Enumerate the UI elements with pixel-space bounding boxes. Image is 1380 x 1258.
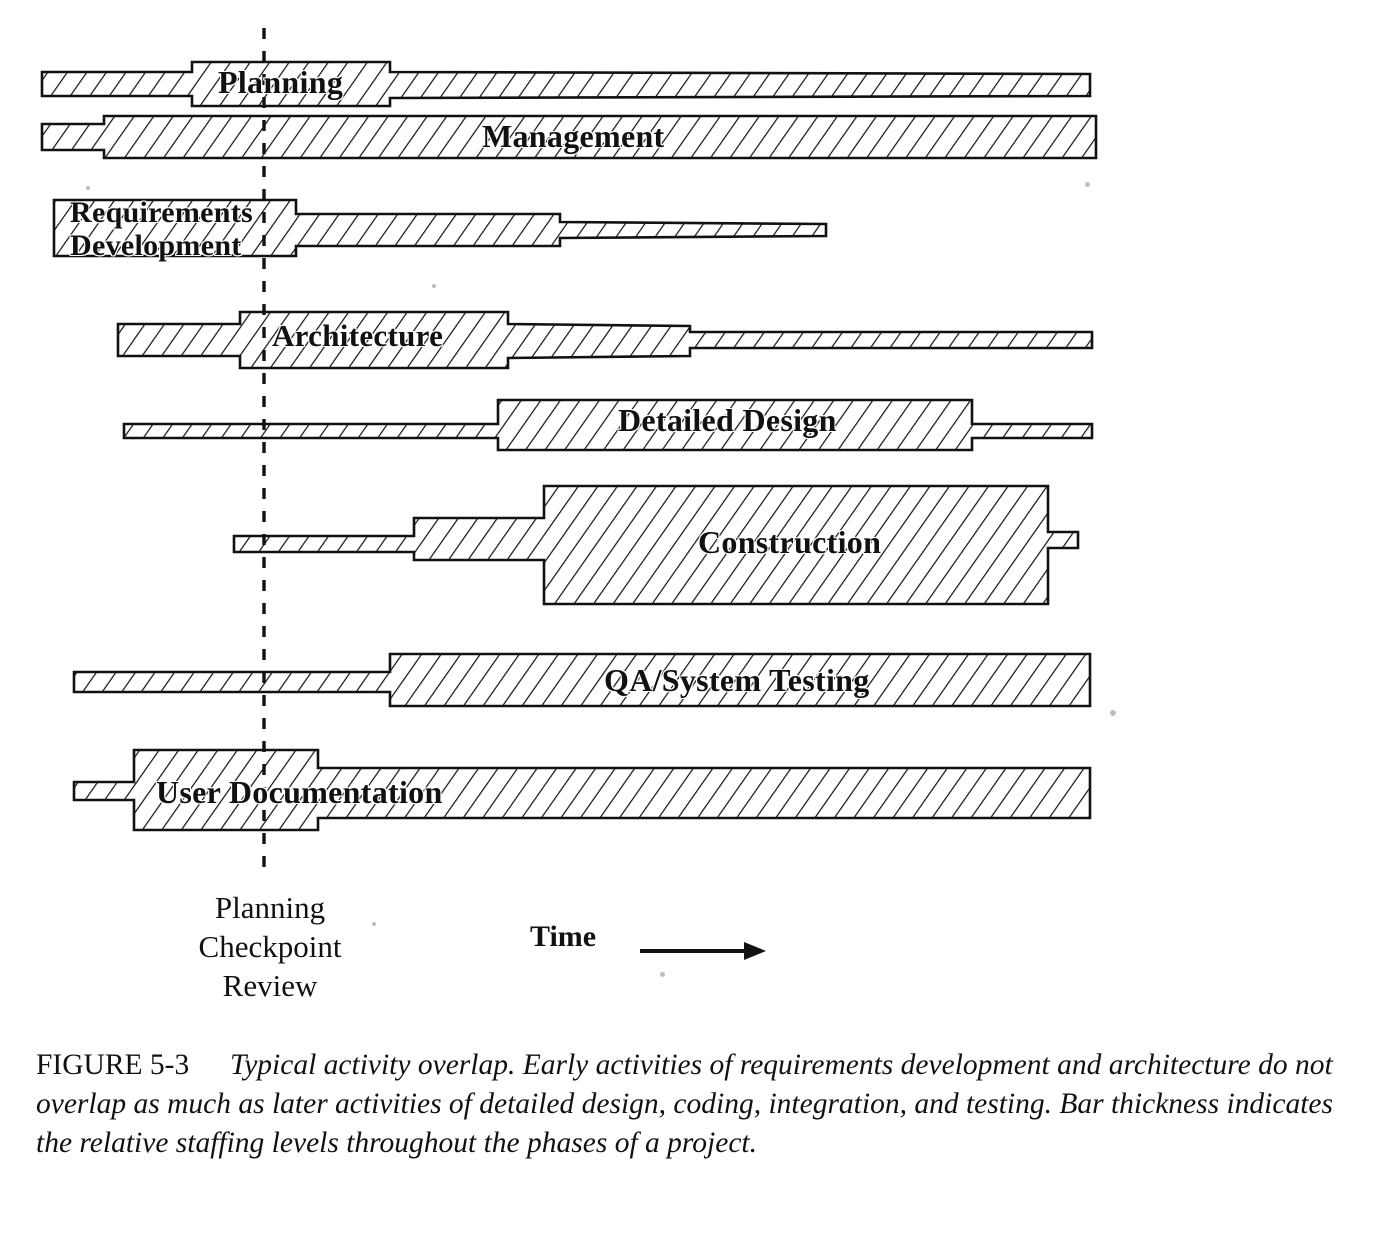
band-label-management: Management: [482, 118, 665, 154]
band-construction: [234, 486, 1078, 604]
band-label-detailed-design: Detailed Design: [618, 402, 837, 438]
figure-caption-text: Typical activity overlap. Early activities of requirements development and architecture do not overlap as much as later activities of detailed design, coding, integration, and testing. Bar thickness indicates the relative staffing levels throughout the phases of a project.: [36, 1049, 1333, 1159]
checkpoint-caption-line-3: Review: [222, 968, 318, 1003]
scan-speck: [432, 284, 436, 288]
checkpoint-caption-line-2: Checkpoint: [198, 929, 342, 964]
scan-speck: [660, 972, 665, 977]
scan-speck: [1110, 710, 1116, 716]
time-axis-label: Time: [530, 920, 597, 953]
planning-checkpoint-caption: [120, 888, 420, 1005]
band-qa-system-testing: [74, 654, 1090, 706]
band-planning: [42, 62, 1090, 106]
right-arrow-icon: [640, 938, 770, 964]
band-label-planning: Planning: [218, 64, 344, 100]
band-label-qa-system-testing: QA/System Testing: [604, 662, 870, 698]
figure-caption: [36, 1046, 1356, 1163]
band-detailed-design: [124, 400, 1092, 450]
band-label-construction: Construction: [698, 524, 882, 560]
band-label-architecture: Architecture: [272, 318, 444, 353]
band-label-requirements-development: Requirements Development: [70, 196, 254, 262]
scan-speck: [86, 186, 90, 190]
figure-number: FIGURE 5-3: [36, 1049, 190, 1081]
band-label-user-documentation: User Documentation: [156, 774, 443, 810]
scan-speck: [1085, 182, 1090, 187]
scan-speck: [372, 922, 376, 926]
checkpoint-caption-line-1: Planning: [214, 890, 326, 925]
